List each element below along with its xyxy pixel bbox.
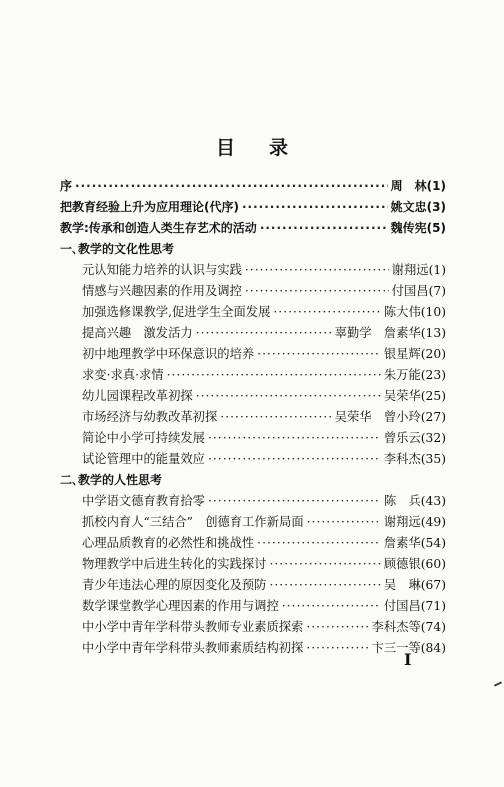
toc-entry-author: 付国昌: [391, 284, 429, 298]
toc-entry[interactable]: [60, 281, 446, 302]
toc-entry[interactable]: [60, 638, 446, 659]
toc-entry[interactable]: [60, 533, 446, 554]
toc-entry-title: 试论管理中的能量效应: [82, 452, 205, 466]
toc-entry-author: 姚文忠: [390, 200, 427, 214]
toc-entry-title: 简论中小学可持续发展: [82, 431, 205, 445]
toc-section-heading: [60, 470, 446, 491]
dot-leader: [220, 407, 331, 428]
toc-entry-title: 二､教学的人性思考: [60, 473, 163, 487]
toc-entry-page: (1): [428, 263, 446, 277]
toc-entry-author: 顾德银: [383, 557, 421, 571]
toc-entry[interactable]: [60, 491, 446, 512]
toc-entry-page: (23): [420, 368, 446, 382]
dot-leader: [208, 449, 381, 470]
toc-entry[interactable]: [60, 617, 446, 638]
toc-entry-author: 银星辉: [383, 347, 421, 361]
toc-entry-author: 吴 琳: [383, 578, 421, 592]
toc-entry-title: 情感与兴趣因素的作用及调控: [82, 284, 242, 298]
toc-entry-title: 数学课堂教学心理因素的作用与调控: [82, 599, 279, 613]
toc-entry-author: 曾乐云: [383, 431, 421, 445]
toc-entry-title: 把教育经验上升为应用理论(代序): [60, 200, 239, 214]
toc-entry-title: 幼儿园课程改革初探: [82, 389, 193, 403]
dot-leader: [260, 218, 388, 239]
toc-entry-page: (71): [420, 599, 446, 613]
dot-leader: [257, 533, 381, 554]
toc-entry-title: 中小学中青年学科带头教师专业素质探索: [82, 620, 304, 634]
toc-entry[interactable]: [60, 302, 446, 323]
toc-entry-title: 提高兴趣 激发活力: [82, 326, 193, 340]
toc-entry-page: (43): [420, 494, 446, 508]
dot-leader: [196, 386, 381, 407]
toc-entry[interactable]: [60, 512, 446, 533]
toc-entry[interactable]: [60, 197, 446, 218]
toc-entry[interactable]: [60, 365, 446, 386]
toc-entry-author: 李科杰等: [371, 620, 421, 634]
table-of-contents: [60, 176, 446, 659]
toc-entry[interactable]: [60, 260, 446, 281]
dot-leader: [245, 260, 389, 281]
toc-entry-page: (74): [420, 620, 446, 634]
toc-entry-page: (54): [420, 536, 446, 550]
toc-entry-title: 求变·求真·求情: [82, 368, 164, 382]
toc-entry-title: 心理品质教育的必然性和挑战性: [82, 536, 255, 550]
toc-entry-title: 青少年违法心理的原因变化及预防: [82, 578, 267, 592]
toc-entry-author: 詹素华: [383, 536, 421, 550]
toc-title-char-1: 目: [215, 137, 235, 159]
toc-entry-author: 谢翔远: [391, 263, 429, 277]
toc-title: [0, 133, 504, 160]
toc-entry-page: (35): [420, 452, 446, 466]
dot-leader: [257, 344, 381, 365]
toc-entry-author: 魏传宪: [390, 221, 427, 235]
toc-entry-author: 吴荣华 曾小玲: [334, 410, 421, 424]
toc-entry-author: 李科杰: [383, 452, 421, 466]
toc-entry-page: (49): [420, 515, 446, 529]
scan-edge-mark: [494, 681, 502, 686]
toc-entry-author: 吴荣华: [383, 389, 421, 403]
toc-entry-author: 陈 兵: [383, 494, 421, 508]
toc-entry-page: (60): [420, 557, 446, 571]
toc-entry-page: (13): [420, 326, 446, 340]
dot-leader: [208, 428, 381, 449]
dot-leader: [208, 491, 381, 512]
toc-entry-page: (32): [420, 431, 446, 445]
toc-entry[interactable]: [60, 554, 446, 575]
dot-leader: [269, 554, 380, 575]
dot-leader: [282, 596, 381, 617]
dot-leader: [245, 281, 389, 302]
toc-entry-author: 辜勤学 詹素华: [334, 326, 421, 340]
toc-entry-page: (10): [420, 305, 446, 319]
toc-entry-title: 初中地理教学中环保意识的培养: [82, 347, 255, 361]
dot-leader: [306, 617, 368, 638]
dot-leader: [269, 575, 380, 596]
toc-entry-page: (27): [420, 410, 446, 424]
toc-entry[interactable]: [60, 344, 446, 365]
toc-entry-title: 序: [60, 179, 73, 193]
toc-entry-page: (84): [420, 641, 446, 655]
toc-entry-title: 加强选修课教学,促进学生全面发展: [82, 305, 271, 319]
toc-entry[interactable]: [60, 323, 446, 344]
toc-entry[interactable]: [60, 176, 446, 197]
toc-entry-title: 元认知能力培养的认识与实践: [82, 263, 242, 277]
toc-entry[interactable]: [60, 386, 446, 407]
toc-entry-author: 陈大伟: [383, 305, 421, 319]
toc-entry-page: (25): [420, 389, 446, 403]
toc-entry[interactable]: [60, 596, 446, 617]
toc-entry-title: 中小学中青年学科带头教师素质结构初探: [82, 641, 304, 655]
toc-entry-title: 物理教学中后进生转化的实践探讨: [82, 557, 267, 571]
toc-entry-author: 谢翔远: [383, 515, 421, 529]
toc-entry-author: 周 林: [390, 179, 427, 193]
toc-entry-page: (67): [420, 578, 446, 592]
toc-title-char-2: 录: [269, 137, 289, 159]
toc-entry-title: 中学语文德育教育拾零: [82, 494, 205, 508]
toc-entry[interactable]: [60, 449, 446, 470]
toc-entry-title: 一､教学的文化性思考: [60, 242, 175, 256]
toc-entry-page: (5): [426, 221, 446, 235]
dot-leader: [167, 365, 381, 386]
toc-entry[interactable]: [60, 407, 446, 428]
toc-entry-title: 市场经济与幼教改革初探: [82, 410, 218, 424]
toc-entry-page: (1): [426, 179, 446, 193]
toc-entry[interactable]: [60, 218, 446, 239]
toc-entry[interactable]: [60, 428, 446, 449]
toc-entry-title: 教学:传承和创造人类生存艺术的活动: [60, 221, 257, 235]
toc-entry-author: 卞三一等: [371, 641, 421, 655]
page-number-roman: I: [404, 650, 412, 669]
dot-leader: [307, 512, 381, 533]
toc-entry-page: (20): [420, 347, 446, 361]
toc-entry[interactable]: [60, 575, 446, 596]
toc-section-heading: [60, 239, 446, 260]
toc-entry-author: 朱万能: [383, 368, 421, 382]
dot-leader: [196, 323, 332, 344]
toc-entry-title: 抓校内育人“三结合” 创德育工作新局面: [82, 515, 304, 529]
dot-leader: [242, 197, 388, 218]
toc-entry-page: (7): [428, 284, 446, 298]
dot-leader: [273, 302, 380, 323]
toc-entry-author: 付国昌: [383, 599, 421, 613]
dot-leader: [306, 638, 368, 659]
toc-entry-page: (3): [426, 200, 446, 214]
dot-leader: [75, 176, 388, 197]
